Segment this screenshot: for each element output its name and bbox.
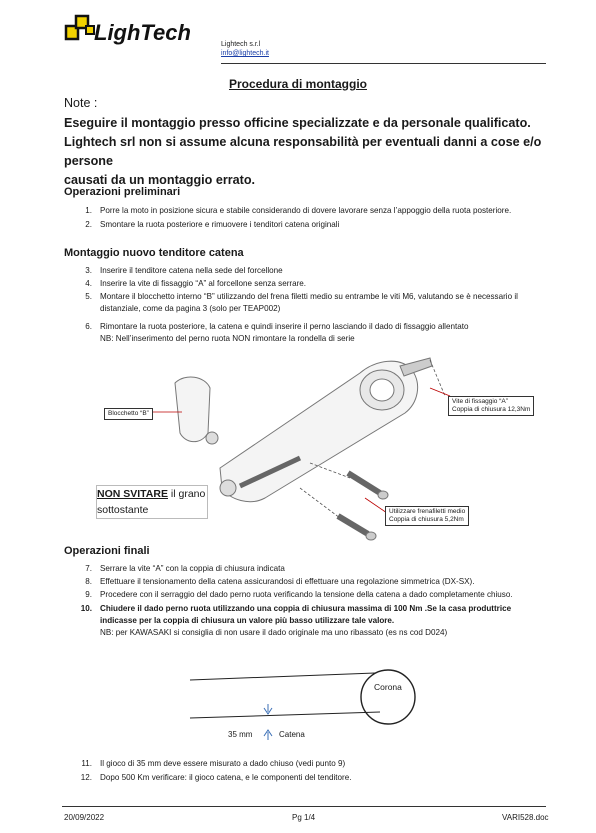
item-text: Chiudere il dado perno ruota utilizzando una coppia di chiusura massima di 100 Nm .Se la casa produttrice bbox=[100, 604, 512, 613]
page-title: Procedura di montaggio bbox=[228, 77, 367, 91]
lightech-logo bbox=[64, 10, 214, 50]
label-threadlock-line-2: Coppia di chiusura 5,2Nm bbox=[389, 516, 464, 523]
label-threadlock-line-1: Utilizzare frenafiletti medio bbox=[389, 508, 466, 515]
section-heading-finali: Operazioni finali bbox=[64, 545, 150, 557]
label-screw-a bbox=[448, 396, 534, 416]
non-svitare-bold: NON SVITARE bbox=[97, 488, 168, 500]
item-number: 3. bbox=[85, 266, 92, 275]
footer-date: 20/09/2022 bbox=[64, 813, 105, 822]
item-text: Smontare la ruota posteriore e rimuovere i tenditori catena originali bbox=[100, 220, 340, 229]
note-warning bbox=[64, 114, 559, 190]
item-number: 7. bbox=[85, 564, 92, 573]
item-text-continued: indicasse per la coppia di chiusura un valore più basso utilizzare tale valore. bbox=[100, 616, 395, 625]
item-text-continued: distanziale, come da pagina 3 (solo per TEAP002) bbox=[100, 304, 281, 313]
item-number: 4. bbox=[85, 279, 92, 288]
item-text: Il gioco di 35 mm deve essere misurato a dado chiuso (vedi punto 9) bbox=[100, 759, 346, 768]
list-item bbox=[80, 278, 550, 289]
label-screw-a-line-2: Coppia di chiusura 12,3Nm bbox=[452, 406, 531, 413]
list-montaggio bbox=[80, 265, 550, 355]
block-b-shape bbox=[175, 377, 210, 442]
list-item bbox=[80, 772, 550, 783]
footer-page: Pg 1/4 bbox=[292, 813, 316, 822]
company-name: Lightech s.r.l bbox=[221, 41, 261, 48]
item-text: Porre la moto in posizione sicura e stabile considerando di dovere lavorare senza l’appoggio della ruota posteriore. bbox=[100, 206, 512, 215]
note-line-3: causati da un montaggio errato. bbox=[64, 173, 256, 187]
label-threadlock bbox=[385, 506, 469, 526]
footer-doc: VARI528.doc bbox=[502, 813, 549, 822]
note-line-1: Eseguire il montaggio presso officine specializzate e da personale qualificato. bbox=[64, 116, 531, 130]
list-finali-continued bbox=[80, 758, 550, 786]
label-catena: Catena bbox=[279, 730, 305, 739]
item-text: Dopo 500 Km verificare: il gioco catena, e le componenti del tenditore. bbox=[100, 773, 352, 782]
item-number: 1. bbox=[85, 206, 92, 215]
list-item bbox=[80, 321, 550, 345]
item-number: 11. bbox=[81, 759, 92, 768]
label-block-b: Blocchetto “B” bbox=[104, 408, 153, 420]
item-number: 12. bbox=[80, 773, 92, 782]
sprocket-circle bbox=[361, 670, 415, 724]
item-text: Effettuare il tensionamento della catena assicurandosi di effettuare una regolazione simmetrica (DX-SX). bbox=[100, 577, 475, 586]
list-item bbox=[80, 603, 550, 639]
section-heading-preliminari: Operazioni preliminari bbox=[64, 186, 181, 198]
list-item bbox=[80, 265, 550, 276]
item-text-note: NB: per KAWASAKI si consiglia di non usare il dado originale ma uno ribassato (es ns cod D024) bbox=[100, 628, 448, 637]
item-number: 10. bbox=[80, 604, 92, 613]
list-item bbox=[80, 758, 550, 769]
list-item bbox=[80, 205, 550, 216]
footer-rule bbox=[62, 806, 546, 807]
item-number: 9. bbox=[85, 590, 92, 599]
item-text: Inserire la vite di fissaggio “A” al forcellone senza serrare. bbox=[100, 279, 307, 288]
item-text: Serrare la vite “A” con la coppia di chiusura indicata bbox=[100, 564, 285, 573]
list-item bbox=[80, 589, 550, 600]
list-preliminari bbox=[80, 205, 550, 229]
company-info bbox=[221, 40, 269, 58]
item-number: 5. bbox=[85, 292, 92, 301]
list-finali bbox=[80, 563, 550, 653]
logo-wordmark: LighTech bbox=[94, 20, 191, 45]
header-rule bbox=[221, 63, 546, 64]
item-text: Procedere con il serraggio del dado perno ruota verificando la tensione della catena a dado completamente chiuso. bbox=[100, 590, 513, 599]
list-item bbox=[80, 576, 550, 587]
section-heading-montaggio: Montaggio nuovo tenditore catena bbox=[64, 247, 244, 259]
item-text: Inserire il tenditore catena nella sede del forcellone bbox=[100, 266, 283, 275]
chain-upper-line bbox=[190, 673, 375, 680]
item-text: Rimontare la ruota posteriore, la catena e quindi inserire il perno lasciando il dado di fissaggio allentato bbox=[100, 322, 469, 331]
item-text: Montare il blocchetto interno “B” utilizzando del frena filetti medio su entrambe le viti M6, valutando se è necessario il bbox=[100, 292, 518, 301]
non-svitare-rest: il grano bbox=[167, 488, 206, 500]
item-number: 2. bbox=[85, 220, 92, 229]
non-svitare-line-1 bbox=[97, 486, 207, 502]
logo-graphic bbox=[64, 10, 214, 50]
label-screw-a-line-1: Vite di fissaggio “A” bbox=[452, 398, 508, 405]
item-number: 8. bbox=[85, 577, 92, 586]
list-item bbox=[80, 291, 550, 315]
non-svitare-line-2: sottostante bbox=[97, 504, 149, 516]
chain-slack-diagram bbox=[185, 660, 425, 750]
item-text-continued: NB: Nell’inserimento del perno ruota NON rimontare la rondella di serie bbox=[100, 334, 355, 343]
list-item bbox=[80, 219, 550, 230]
note-line-2: Lightech srl non si assume alcuna responsabilità per eventuali danni a cose e/o persone bbox=[64, 135, 542, 168]
list-item bbox=[80, 563, 550, 574]
non-svitare-note bbox=[96, 485, 208, 519]
label-corona: Corona bbox=[374, 682, 402, 692]
chain-lower-line bbox=[190, 712, 380, 718]
item-number: 6. bbox=[85, 322, 92, 331]
company-email[interactable]: info@lightech.it bbox=[221, 50, 269, 57]
note-label: Note : bbox=[64, 96, 98, 110]
label-35mm: 35 mm bbox=[228, 730, 253, 739]
